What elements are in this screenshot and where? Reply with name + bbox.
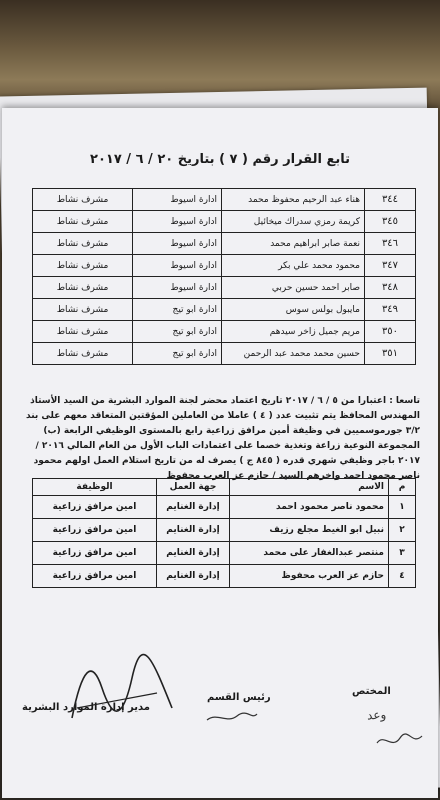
table-row — [33, 255, 416, 277]
decision-paragraph: تاسعا : اعتبارا من ٥ / ٦ / ٢٠١٧ تاريخ اعتماد محضر لجنة الموارد البشرية من السيد الأستاذ المهندس المحافظ يتم تثبيت عدد ( ٤ ) عاملا من العاملين المؤقتين المتعاقد معهم على بند ٣/٢ جورموسميين في وظيفة أمين مرافق زراعية رابع بالمستوى الوظيفي الرابعة (ب) المجموعة النوعية زراعة وتغذية خصما على اعتمادات الباب الأول من العام المالي ٢٠١٦ / ٢٠١٧ باجر وظيفي شهري قدره ( ٨٤٥ ج ) يصرف له من تاريخ استلام العمل اولهم محمود ناصر محمود احمد واخرهم السيد / حازم عز العرب محفوظ — [26, 396, 420, 481]
table-row — [33, 496, 416, 519]
cell-number: ٣٤٤ — [365, 189, 416, 211]
header-dept: جهة العمل — [157, 479, 230, 496]
specialist-signature-scrawl — [372, 728, 427, 753]
header-job: الوظيفة — [33, 479, 157, 496]
cell-number: ٣٤٧ — [365, 255, 416, 277]
cell-name: مريم جميل زاخر سيدهم — [222, 321, 365, 343]
table-header-row — [33, 479, 416, 496]
cell-name: منتصر عبدالغفار على محمد — [230, 542, 389, 565]
header-m: م — [389, 479, 416, 496]
cell-department: ادارة اسيوط — [133, 211, 222, 233]
cell-number: ٣٥٠ — [365, 321, 416, 343]
cell-department: ادارة ابو تيج — [133, 321, 222, 343]
cell-department: إدارة الغنايم — [157, 565, 230, 588]
cell-job: امين مرافق زراعية — [33, 542, 157, 565]
table-row — [33, 519, 416, 542]
cell-job: مشرف نشاط — [33, 189, 133, 211]
cell-department: إدارة الغنايم — [157, 496, 230, 519]
cell-index: ٤ — [389, 565, 416, 588]
cell-name: حازم عز العرب محفوظ — [230, 565, 389, 588]
cell-department: ادارة اسيوط — [133, 233, 222, 255]
cell-job: مشرف نشاط — [33, 321, 133, 343]
cell-department: ادارة اسيوط — [133, 277, 222, 299]
document-page — [2, 108, 438, 798]
section-head-signature-label: رئيس القسم — [207, 692, 271, 703]
table-row — [33, 565, 416, 588]
cell-index: ٣ — [389, 542, 416, 565]
confirmed-workers-table — [32, 478, 416, 588]
cell-job: مشرف نشاط — [33, 233, 133, 255]
cell-name: نبيل ابو الغيط مجلع رزيف — [230, 519, 389, 542]
cell-name: نعمة صابر ابراهيم محمد — [222, 233, 365, 255]
cell-department: إدارة الغنايم — [157, 542, 230, 565]
table-row — [33, 211, 416, 233]
cell-job: مشرف نشاط — [33, 255, 133, 277]
table-row — [33, 542, 416, 565]
cell-number: ٣٤٨ — [365, 277, 416, 299]
specialist-signature-label: المختص — [352, 686, 391, 697]
cell-name: محمود ناصر محمود احمد — [230, 496, 389, 519]
hr-manager-signature-label: مدير إدارة الموارد البشرية — [22, 702, 150, 713]
cell-job: مشرف نشاط — [33, 299, 133, 321]
cell-job: مشرف نشاط — [33, 277, 133, 299]
header-name: الاسم — [230, 479, 389, 496]
cell-department: ادارة ابو تيج — [133, 343, 222, 365]
table-row — [33, 233, 416, 255]
table-row — [33, 277, 416, 299]
table-row — [33, 343, 416, 365]
cell-job: امين مرافق زراعية — [33, 496, 157, 519]
table-row — [33, 299, 416, 321]
cell-department: ادارة ابو تيج — [133, 299, 222, 321]
cell-name: صابر احمد حسين حربي — [222, 277, 365, 299]
cell-number: ٣٤٦ — [365, 233, 416, 255]
cell-index: ١ — [389, 496, 416, 519]
cell-department: ادارة اسيوط — [133, 255, 222, 277]
section-head-signature-scrawl — [202, 708, 262, 728]
employees-table — [32, 188, 416, 365]
cell-job: امين مرافق زراعية — [33, 519, 157, 542]
cell-job: مشرف نشاط — [33, 343, 133, 365]
cell-name: هناء عبد الرحيم محفوظ محمد — [222, 189, 365, 211]
cell-department: إدارة الغنايم — [157, 519, 230, 542]
cell-number: ٣٤٥ — [365, 211, 416, 233]
cell-name: مايبول بولس سوس — [222, 299, 365, 321]
cell-job: امين مرافق زراعية — [33, 565, 157, 588]
cell-number: ٣٥١ — [365, 343, 416, 365]
table-row — [33, 189, 416, 211]
cell-number: ٣٤٩ — [365, 299, 416, 321]
table-row — [33, 321, 416, 343]
cell-job: مشرف نشاط — [33, 211, 133, 233]
cell-index: ٢ — [389, 519, 416, 542]
cell-name: محمود محمد علي بكر — [222, 255, 365, 277]
cell-name: كريمة رمزي سدراك ميخائيل — [222, 211, 365, 233]
handwritten-note: وعد — [366, 707, 387, 723]
cell-name: حسين محمد محمد عبد الرحمن — [222, 343, 365, 365]
document-title: تابع القرار رقم ( ٧ ) بتاريخ ٢٠ / ٦ / ٢٠١٧ — [90, 152, 350, 167]
cell-department: ادارة اسيوط — [133, 189, 222, 211]
manager-signature-scrawl — [62, 648, 182, 728]
